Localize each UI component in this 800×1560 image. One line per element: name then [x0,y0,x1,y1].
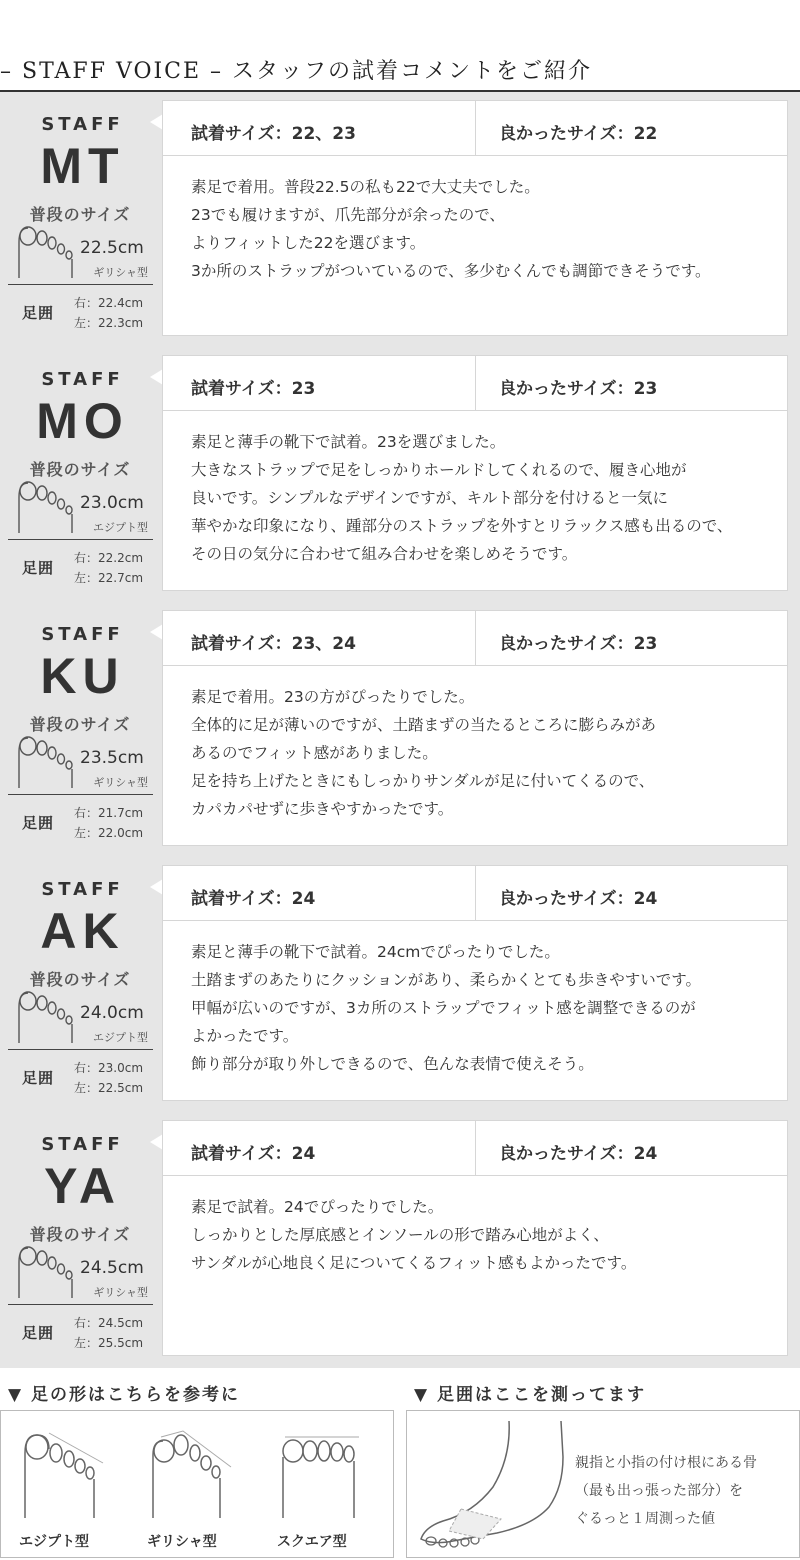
staff-initials: KU [40,648,125,704]
comment-line: 3か所のストラップがついているので、多少むくんでも調節できそうです。 [191,262,711,280]
tried-size: 試着サイズ：24 [191,1144,316,1164]
comment-card [162,610,788,846]
girth-label: 足囲 [22,1069,55,1087]
comment-card [162,1120,788,1356]
comment-line: 飾り部分が取り外しできるので、色んな表情で使えそう。 [191,1055,594,1073]
divider [8,794,153,795]
comment-line: 23でも履けますが、爪先部分が余ったので、 [191,206,505,224]
girth-right: 右：24.5cm [74,1316,144,1330]
girth-label: 足囲 [22,559,55,577]
square-foot-icon [277,1423,367,1523]
comment-line: 大きなストラップで足をしっかりホールドしてくれるので、履き心地が [191,461,687,479]
comment-line: 土踏まずのあたりにクッションがあり、柔らかくとても歩きやすいです。 [191,971,701,989]
usual-size-label: 普段のサイズ [29,970,131,989]
foot-type: ギリシャ型 [93,776,148,789]
girth-right: 右：21.7cm [74,806,144,820]
staff-label: STAFF [41,624,124,645]
comment-text [191,428,791,568]
usual-size-value: 24.0cm [80,1003,144,1023]
foot-icon [16,477,76,533]
divider [8,284,153,285]
girth-right: 右：22.2cm [74,551,144,565]
comment-card [162,865,788,1101]
divider [8,1304,153,1305]
divider [8,539,153,540]
comment-line: 素足で着用。23の方がぴったりでした。 [191,688,475,706]
foot-shape-box [0,1410,394,1558]
usual-size-value: 23.0cm [80,493,144,513]
tried-size: 試着サイズ：22、23 [191,124,356,144]
comment-line: あるのでフィット感がありました。 [191,744,438,762]
foot-icon [16,732,76,788]
usual-size-label: 普段のサイズ [29,1225,131,1244]
staff-block [0,857,800,1102]
girth-left: 左：22.5cm [74,1081,144,1095]
girth-right: 右：23.0cm [74,1061,144,1075]
good-size: 良かったサイズ：24 [499,1144,658,1164]
tried-size: 試着サイズ：24 [191,889,316,909]
comment-line: よかったです。 [191,1027,299,1045]
comment-line: 素足で着用。普段22.5の私も22で大丈夫でした。 [191,178,540,196]
header-divider [475,356,476,410]
staff-label: STAFF [41,114,124,135]
usual-size-label: 普段のサイズ [29,715,131,734]
usual-size-value: 23.5cm [80,748,144,768]
shape-label-egyptian: エジプト型 [19,1534,89,1550]
card-header [163,356,787,411]
staff-block [0,347,800,592]
good-size: 良かったサイズ：23 [499,379,658,399]
comment-card [162,100,788,336]
foot-side-icon [413,1417,573,1553]
header-divider [475,101,476,155]
comment-line: 甲幅が広いのですが、3カ所のストラップでフィット感を調整できるのが [191,999,696,1017]
foot-type: ギリシャ型 [93,266,148,279]
foot-icon [16,222,76,278]
foot-type: エジプト型 [93,1031,148,1044]
comment-card [162,355,788,591]
header-divider [475,611,476,665]
page-title: – STAFF VOICE – スタッフの試着コメントをご紹介 [0,59,593,84]
staff-block [0,602,800,847]
girth-left: 左：22.3cm [74,316,144,330]
comment-text [191,173,791,285]
staff-voice-panel [0,92,800,1368]
girth-left: 左：22.0cm [74,826,144,840]
girth-note-line: 親指と小指の付け根にある骨 [575,1455,757,1471]
good-size: 良かったサイズ：23 [499,634,658,654]
girth-label: 足囲 [22,1324,55,1342]
comment-line: よりフィットした22を選びます。 [191,234,426,252]
comment-line: 足を持ち上げたときにもしっかりサンダルが足に付いてくるので、 [191,772,655,790]
staff-initials: AK [40,903,125,959]
staff-initials: MT [40,138,125,194]
usual-size-label: 普段のサイズ [29,460,131,479]
girth-label: 足囲 [22,814,55,832]
header-divider [475,866,476,920]
girth-left: 左：25.5cm [74,1336,144,1350]
comment-line: 素足と薄手の靴下で試着。23を選びました。 [191,433,506,451]
staff-label: STAFF [41,369,124,390]
card-header [163,101,787,156]
comment-line: サンダルが心地良く足についてくるフィット感もよかったです。 [191,1254,637,1272]
comment-line: 全体的に足が薄いのですが、土踏まずの当たるところに膨らみがあ [191,716,657,734]
comment-line: カパカパせずに歩きやすかったです。 [191,800,454,818]
comment-line: しっかりとした厚底感とインソールの形で踏み心地がよく、 [191,1226,609,1244]
usual-size-value: 24.5cm [80,1258,144,1278]
girth-note-line: ぐるっと１周測った値 [575,1511,715,1527]
girth-heading: ▼ 足囲はここを測ってます [414,1385,646,1405]
comment-text [191,1193,791,1277]
usual-size-value: 22.5cm [80,238,144,258]
girth-left: 左：22.7cm [74,571,144,585]
girth-note [575,1449,757,1533]
comment-line: 素足で試着。24でぴったりでした。 [191,1198,444,1216]
staff-label: STAFF [41,879,124,900]
tried-size: 試着サイズ：23、24 [191,634,356,654]
foot-icon [16,987,76,1043]
comment-line: その日の気分に合わせて組み合わせを楽しめそうです。 [191,545,578,563]
usual-size-label: 普段のサイズ [29,205,131,224]
comment-text [191,938,791,1078]
staff-label: STAFF [41,1134,124,1155]
foot-type: エジプト型 [93,521,148,534]
staff-initials: YA [44,1158,121,1214]
card-header [163,866,787,921]
card-header [163,611,787,666]
tried-size: 試着サイズ：23 [191,379,316,399]
foot-type: ギリシャ型 [93,1286,148,1299]
shape-label-greek: ギリシャ型 [147,1534,217,1550]
greek-foot-icon [147,1423,237,1523]
staff-block [0,1112,800,1357]
good-size: 良かったサイズ：22 [499,124,658,144]
divider [8,1049,153,1050]
girth-right: 右：22.4cm [74,296,144,310]
good-size: 良かったサイズ：24 [499,889,658,909]
comment-line: 素足と薄手の靴下で試着。24cmでぴったりでした。 [191,943,560,961]
card-header [163,1121,787,1176]
girth-label: 足囲 [22,304,55,322]
staff-block [0,92,800,337]
shape-label-square: スクエア型 [277,1534,347,1550]
staff-initials: MO [36,393,129,449]
header-divider [475,1121,476,1175]
section-header [0,48,800,92]
girth-measure-box [406,1410,800,1558]
comment-line: 良いです。シンプルなデザインですが、キルト部分を付けると一気に [191,489,669,507]
egyptian-foot-icon [19,1423,109,1523]
girth-note-line: （最も出っ張った部分）を [575,1483,743,1499]
foot-shape-heading: ▼ 足の形はこちらを参考に [8,1385,240,1405]
comment-line: 華やかな印象になり、踵部分のストラップを外すとリラックス感も出るので、 [191,517,733,535]
comment-text [191,683,791,823]
foot-icon [16,1242,76,1298]
